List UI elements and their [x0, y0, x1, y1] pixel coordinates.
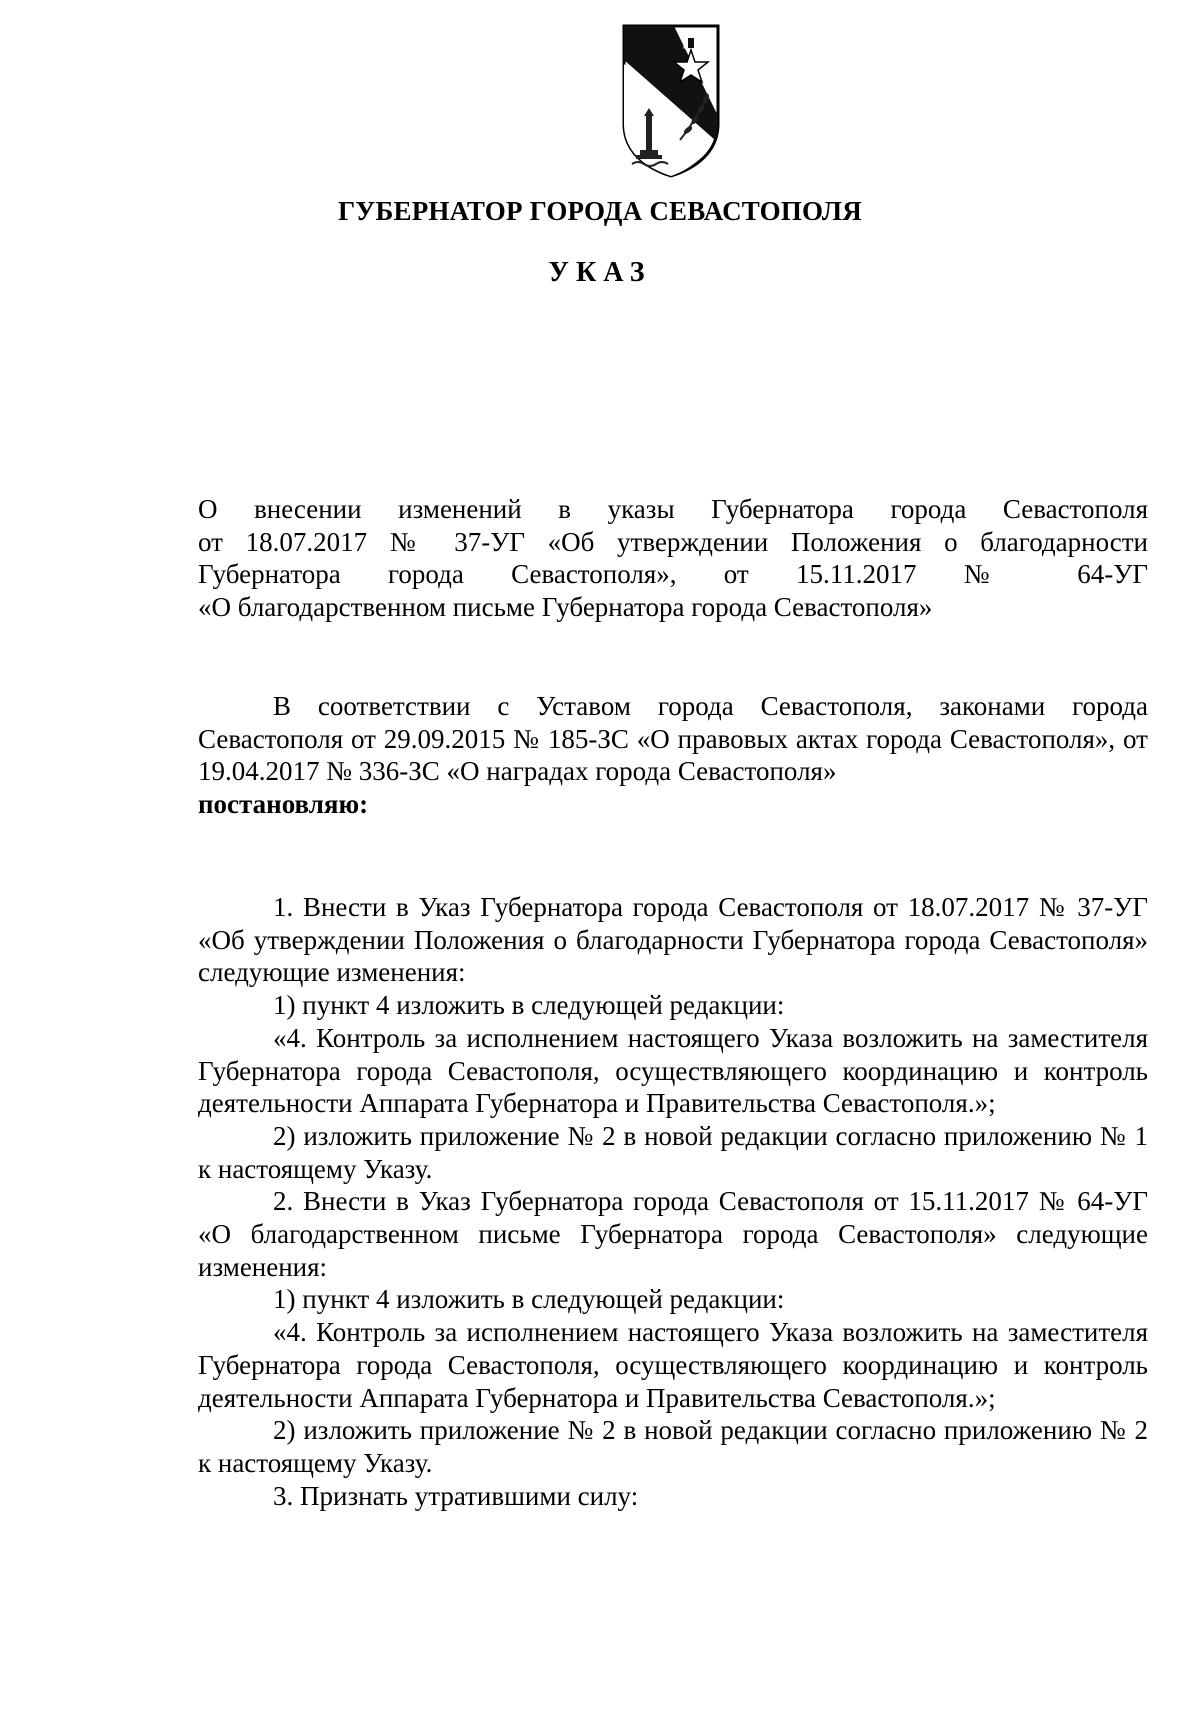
preamble — [198, 690, 1148, 821]
subject-line: от 18.07.2017 № 37-УГ «Об утверждении Положения о благодарности — [198, 526, 1148, 557]
decree-word: постановляю: — [198, 789, 369, 820]
subject-line: О внесении изменений в указы Губернатора города Севастополя — [198, 494, 1148, 524]
decree-item: 1) пункт 4 изложить в следующей редакции: — [273, 990, 785, 1021]
decree-item: 2) изложить приложение № 2 в новой редакции согласно приложению № 2 к настоящему Указу. — [198, 1415, 1148, 1478]
decree-item: 1. Внести в Указ Губернатора города Севастополя от 18.07.2017 № 37-УГ «Об утверждении Положения о благодарности Губернатора города Севастополя» следующие изменения: — [198, 892, 1148, 988]
decree-item: 2) изложить приложение № 2 в новой редакции согласно приложению № 1 к настоящему Указу. — [198, 1120, 1148, 1184]
preamble-text: В соответствии с Уставом города Севастополя, законами города Севастополя от 29.09.2015 № 185-ЗС «О правовых актах города Севастополя», от 19.04.2017 № 336-ЗС «О наградах города Севастополя» — [198, 691, 1148, 787]
subject-line: «О благодарственном письме Губернатора города Севастополя» — [198, 592, 933, 623]
coat-of-arms-emblem — [618, 20, 724, 180]
decree-item: «4. Контроль за исполнением настоящего Указа возложить на заместителя Губернатора города Севастополя, осуществляющего координацию и контроль деятельности Аппарата Губернатора и Правительства Севастополя.»; — [198, 1317, 1148, 1413]
decree-item: 1) пункт 4 изложить в следующей редакции: — [273, 1284, 785, 1315]
document-type-title: УКАЗ — [548, 257, 652, 288]
decree-subject — [198, 493, 1148, 624]
decree-item: 2. Внести в Указ Губернатора города Севастополя от 15.11.2017 № 64-УГ «О благодарственном письме Губернатора города Севастополя» следующие изменения: — [198, 1186, 1148, 1282]
issuing-authority: ГУБЕРНАТОР ГОРОДА СЕВАСТОПОЛЯ — [338, 196, 862, 226]
decree-item: «4. Контроль за исполнением настоящего Указа возложить на заместителя Губернатора города Севастополя, осуществляющего координацию и контроль деятельности Аппарата Губернатора и Правительства Севастополя.»; — [198, 1022, 1148, 1119]
decree-items — [198, 891, 1148, 1512]
decree-item: 3. Признать утратившими силу: — [273, 1480, 639, 1511]
subject-line: Губернатора города Севастополя», от 15.11.2017 № 64-УГ — [198, 559, 1148, 590]
